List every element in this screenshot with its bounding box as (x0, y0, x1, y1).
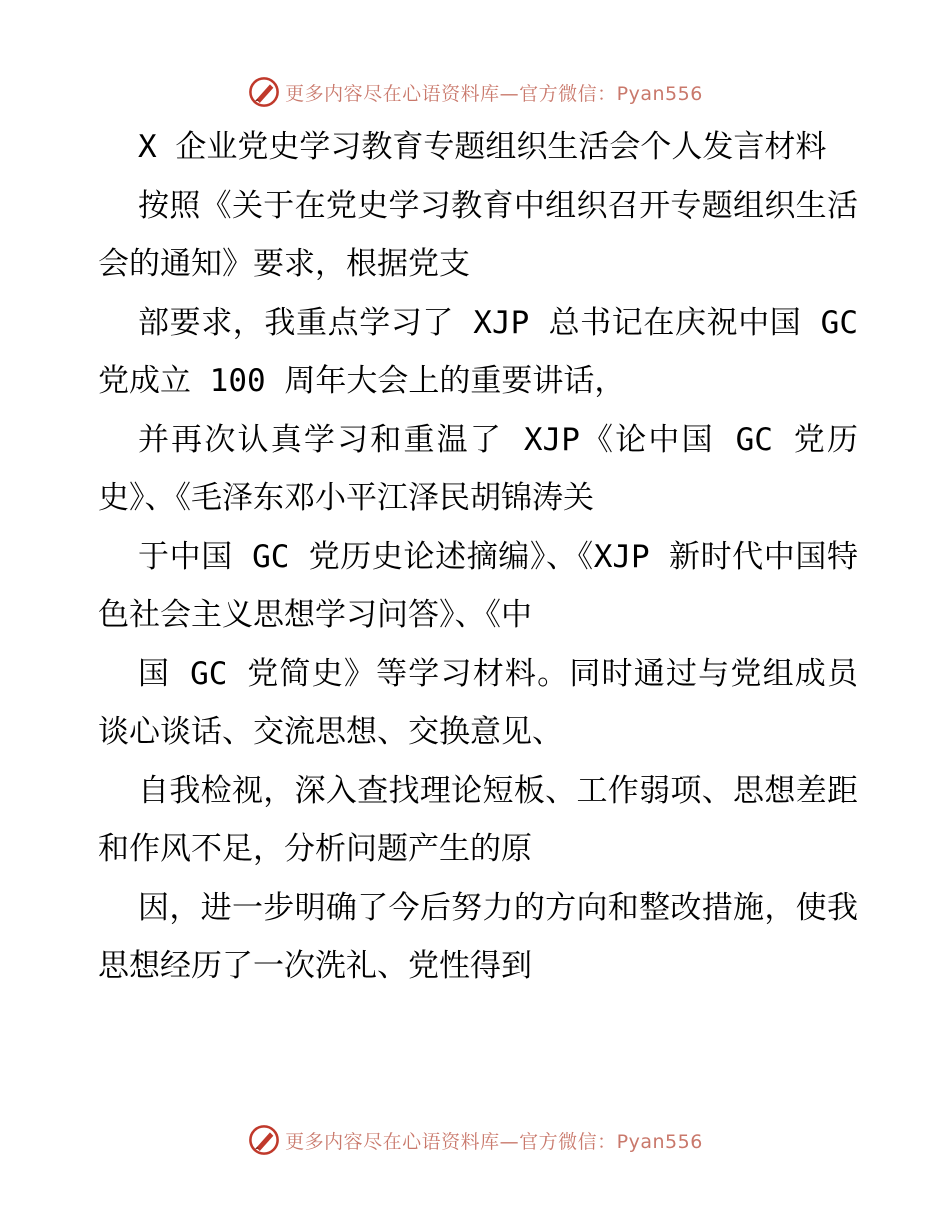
document-title: X 企业党史学习教育专题组织生活会个人发言材料 (138, 129, 827, 165)
body-paragraph: 并再次认真学习和重温了 XJP《论中国 GC 党历史》、《毛泽东邓小平江泽民胡锦涛关 (98, 421, 858, 516)
watermark-text: 更多内容尽在心语资料库—官方微信：Pyan556 (285, 1130, 703, 1153)
ink-pen-logo-icon (247, 75, 281, 109)
body-paragraph: 部要求，我重点学习了 XJP 总书记在庆祝中国 GC 党成立 100 周年大会上的重要讲话， (98, 304, 858, 399)
body-paragraph: 因，进一步明确了今后努力的方向和整改措施，使我思想经历了一次洗礼、党性得到 (98, 889, 858, 984)
body-paragraph: 国 GC 党简史》等学习材料。同时通过与党组成员谈心谈话、交流思想、交换意见、 (98, 655, 858, 750)
watermark-text: 更多内容尽在心语资料库—官方微信：Pyan556 (285, 82, 703, 105)
body-paragraph: 自我检视，深入查找理论短板、工作弱项、思想差距和作风不足，分析问题产生的原 (98, 772, 858, 867)
footer-watermark (0, 1120, 950, 1160)
header-watermark (0, 72, 950, 112)
ink-pen-logo-icon (247, 1123, 281, 1157)
document-body (98, 118, 858, 996)
body-paragraph: 于中国 GC 党历史论述摘编》、《XJP 新时代中国特色社会主义思想学习问答》、《中 (98, 538, 858, 633)
body-paragraph: 按照《关于在党史学习教育中组织召开专题组织生活会的通知》要求，根据党支 (98, 187, 858, 282)
